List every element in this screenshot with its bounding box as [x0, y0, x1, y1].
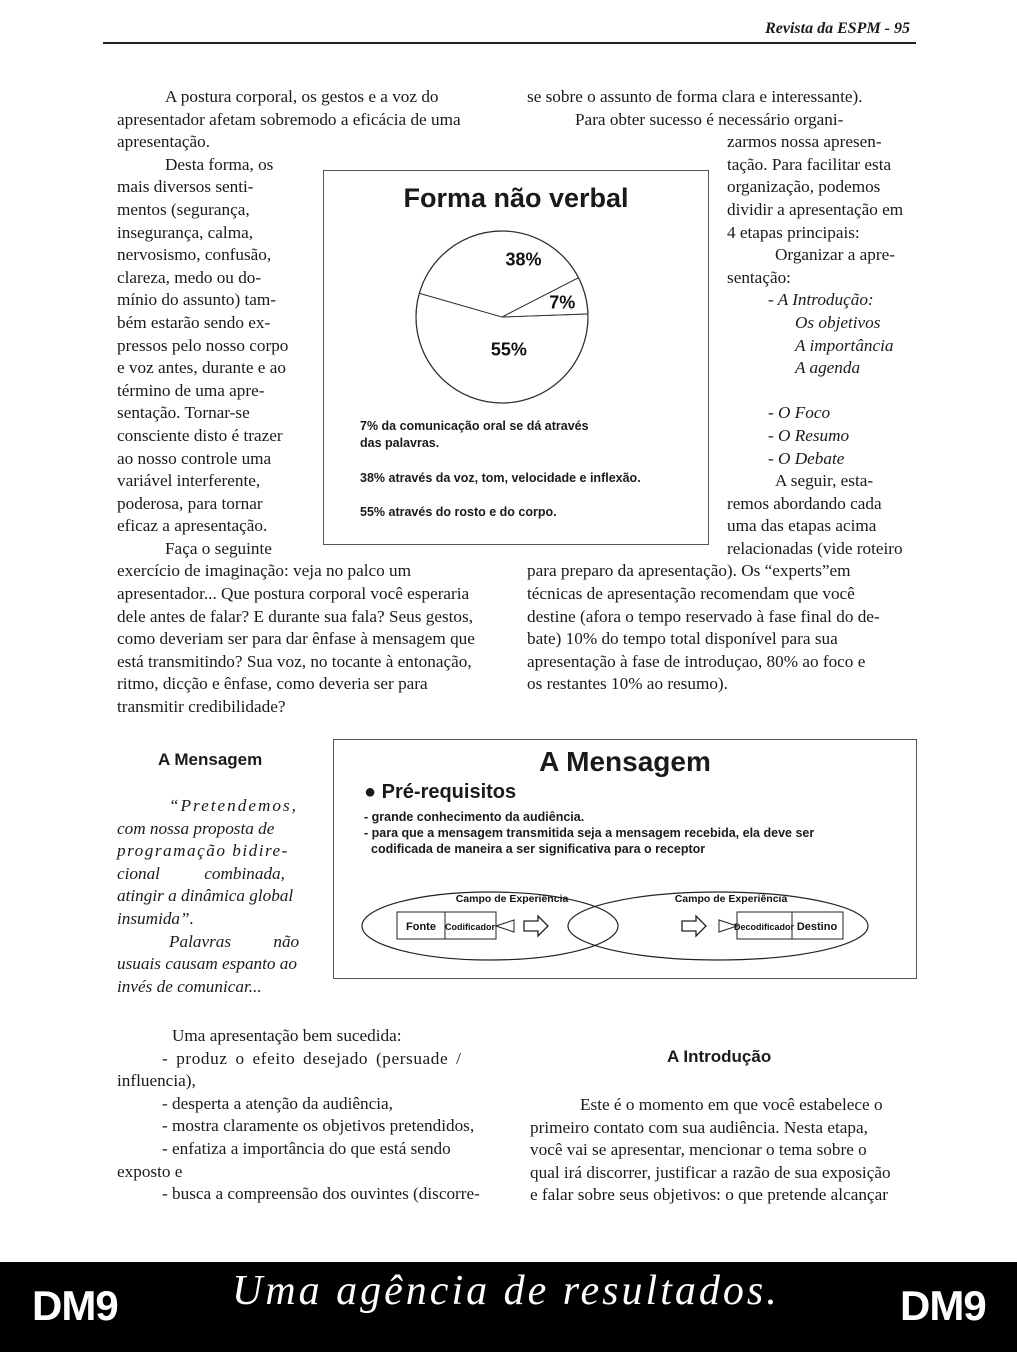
paragraph-line: tação. Para facilitar esta: [727, 154, 892, 174]
paragraph-line: Desta forma, os: [165, 154, 274, 174]
paragraph-line: término de uma apre-: [117, 380, 265, 400]
dm9-logo-left: DM9: [32, 1282, 118, 1329]
paragraph-line: ao nosso controle uma: [117, 448, 272, 468]
paragraph-line: A seguir, esta-: [775, 471, 874, 491]
paragraph-line: e falar sobre seus objetivos: o que pretende alcançar: [530, 1185, 888, 1205]
paragraph-line: qual irá discorrer, justificar a razão de sua exposição: [530, 1162, 891, 1182]
paragraph-line: Uma apresentação bem sucedida:: [172, 1026, 402, 1045]
list-item: - O Resumo: [768, 425, 850, 445]
paragraph-line: como deveriam ser para dar ênfase à mensagem que: [117, 629, 475, 649]
paragraph-line: pressos pelo nosso corpo: [117, 335, 289, 355]
paragraph-line: apresentação.: [117, 132, 211, 152]
section-heading-mensagem: A Mensagem: [158, 750, 263, 769]
nonverbal-title: Forma não verbal: [403, 183, 629, 213]
quote-line: atingir a dinâmica global: [117, 886, 294, 906]
paragraph-line: Para obter sucesso é necessário organi-: [575, 109, 844, 129]
requirement-line: - grande conhecimento da audiência.: [364, 810, 585, 824]
paragraph-line: bate) 10% do tempo total disponível para sua: [527, 629, 838, 649]
quote-block: [117, 795, 313, 998]
list-line: exposto e: [117, 1161, 183, 1181]
quote-line: Palavras não: [169, 931, 300, 951]
list-line: - produz o efeito desejado (persuade /: [162, 1048, 462, 1068]
paragraph-line: remos abordando cada: [727, 493, 882, 513]
list-item: - O Debate: [768, 448, 845, 468]
paragraph-line: e voz antes, durante e ao: [117, 358, 286, 378]
paragraph-line: sentação:: [727, 267, 791, 287]
quote-line: cional combinada,: [117, 863, 285, 883]
list-item: - O Foco: [768, 403, 831, 423]
paragraph-line: A postura corporal, os gestos e a voz do: [165, 87, 439, 106]
list-line: - mostra claramente os objetivos pretendidos,: [162, 1116, 475, 1136]
paragraph-line: mínio do assunto) tam-: [117, 290, 276, 310]
list-item: - A Introdução:: [768, 290, 874, 310]
field-left-label: Campo de Experiência: [455, 893, 569, 905]
list-line: - busca a compreensão dos ouvintes (discorre-: [162, 1184, 480, 1204]
caption-line: 55% através do rosto e do corpo.: [360, 505, 557, 519]
paragraph-line: 4 etapas principais:: [727, 222, 860, 242]
header-rule: [103, 42, 916, 44]
paragraph-line: variável interferente,: [117, 471, 261, 491]
list-line: - desperta a atenção da audiência,: [162, 1093, 393, 1113]
bullet-icon: ●: [364, 781, 377, 803]
paragraph-line: mentos (segurança,: [117, 199, 250, 219]
mensagem-figure: [333, 739, 917, 979]
field-right-label: Campo de Experiência: [674, 893, 788, 905]
paragraph-line: sentação. Tornar-se: [117, 403, 250, 423]
nonverbal-figure: [323, 170, 709, 545]
arrow-icon: [496, 920, 514, 932]
paragraph-line: relacionadas (vide roteiro: [727, 538, 903, 558]
paragraph-line: mais diversos senti-: [117, 177, 254, 197]
section-heading-introducao: A Introdução: [667, 1047, 772, 1066]
encoder-label: Codificador: [444, 922, 496, 932]
list-item: A importância: [795, 335, 894, 355]
quote-line: usuais causam espanto ao: [117, 954, 297, 974]
prerequisites-label: Pré-requisitos: [381, 781, 517, 803]
paragraph-line: clareza, medo ou do-: [117, 267, 262, 287]
paragraph-line: transmitir credibilidade?: [117, 697, 286, 717]
paragraph-line: para preparo da apresentação). Os “experts”em: [527, 561, 851, 581]
paragraph-line: consciente disto é trazer: [117, 425, 283, 445]
paragraph-line: primeiro contato com sua audiência. Nesta etapa,: [530, 1117, 868, 1137]
footer-banner: [0, 1262, 1017, 1352]
paragraph-line: insegurança, calma,: [117, 222, 253, 242]
dm9-logo-right: DM9: [900, 1282, 986, 1329]
caption-line: das palavras.: [360, 436, 440, 450]
list-line: influencia),: [117, 1071, 196, 1091]
paragraph-line: organização, podemos: [727, 177, 881, 197]
paragraph-line: técnicas de apresentação recomendam que você: [527, 584, 855, 604]
paragraph-line: uma das etapas acima: [727, 516, 877, 536]
quote-line: programação bidire-: [117, 841, 289, 861]
list-item: A agenda: [795, 358, 861, 378]
paragraph-line: Este é o momento em que você estabelece o: [580, 1095, 883, 1114]
decoder-label: Decodificador: [733, 922, 795, 932]
running-header: Revista da ESPM - 95: [765, 20, 910, 37]
paragraph-line: Faça o seguinte: [165, 538, 272, 558]
source-label: Fonte: [406, 921, 436, 933]
prerequisites-heading: [364, 781, 516, 804]
paragraph-line: nervosismo, confusão,: [117, 245, 272, 265]
paragraph-line: bém estarão sendo ex-: [117, 312, 271, 332]
caption-line: 7% da comunicação oral se dá através: [360, 419, 589, 433]
paragraph-line: você vai se apresentar, mencionar o tema sobre o: [530, 1140, 867, 1160]
paragraph-line: apresentador... Que postura corporal você esperaria: [117, 584, 470, 604]
paragraph-line: está transmitindo? Sua voz, no tocante à entonação,: [117, 651, 472, 671]
paragraph-line: eficaz a apresentação.: [117, 516, 268, 536]
quote-line: insumida”.: [117, 908, 194, 928]
requirement-line: codificada de maneira a ser significativa para o receptor: [371, 842, 706, 856]
paragraph-line: apresentação à fase de introduçao, 80% ao foco e: [527, 651, 866, 671]
paragraph-line: Organizar a apre-: [775, 245, 895, 265]
paragraph-line: dividir a apresentação em: [727, 199, 904, 219]
communication-diagram: [334, 878, 916, 978]
list-item: Os objetivos: [795, 312, 881, 332]
paragraph-line: dele antes de falar? E durante sua fala? Seus gestos,: [117, 606, 474, 626]
right-arrow-icon: [524, 916, 548, 936]
paragraph-line: exercício de imaginação: veja no palco um: [117, 561, 411, 581]
paragraph-line: destine (afora o tempo reservado à fase final do de-: [527, 606, 880, 626]
paragraph-line: ritmo, dicção e ênfase, como deveria ser para: [117, 674, 428, 694]
caption-line: 38% através da voz, tom, velocidade e inflexão.: [360, 471, 641, 485]
requirement-line: - para que a mensagem transmitida seja a mensagem recebida, ela deve ser: [364, 826, 815, 840]
paragraph-line: os restantes 10% ao resumo).: [527, 674, 728, 694]
quote-line: “Pretendemos,: [169, 796, 298, 815]
pie-chart: [404, 229, 614, 419]
pie-slice-label: 7%: [549, 292, 576, 313]
pie-slice-label: 55%: [490, 339, 527, 360]
paragraph-line: apresentador afetam sobremodo a eficácia de uma: [117, 109, 461, 129]
footer-slogan: Uma agência de resultados.: [232, 1268, 780, 1314]
paragraph-line: poderosa, para tornar: [117, 493, 263, 513]
paragraph-line: se sobre o assunto de forma clara e interessante).: [527, 87, 863, 106]
bottom-left-column: [117, 1025, 507, 1206]
list-line: - enfatiza a importância do que está sendo: [162, 1138, 451, 1158]
paragraph-line: zarmos nossa apresen-: [727, 132, 882, 152]
bottom-right-column: [530, 1094, 920, 1207]
right-arrow-icon: [682, 916, 706, 936]
destination-label: Destino: [796, 921, 838, 933]
quote-line: invés de comunicar...: [117, 976, 262, 996]
quote-line: com nossa proposta de: [117, 818, 275, 838]
mensagem-figure-title: A Mensagem: [539, 746, 711, 777]
pie-slice-label: 38%: [505, 249, 542, 270]
